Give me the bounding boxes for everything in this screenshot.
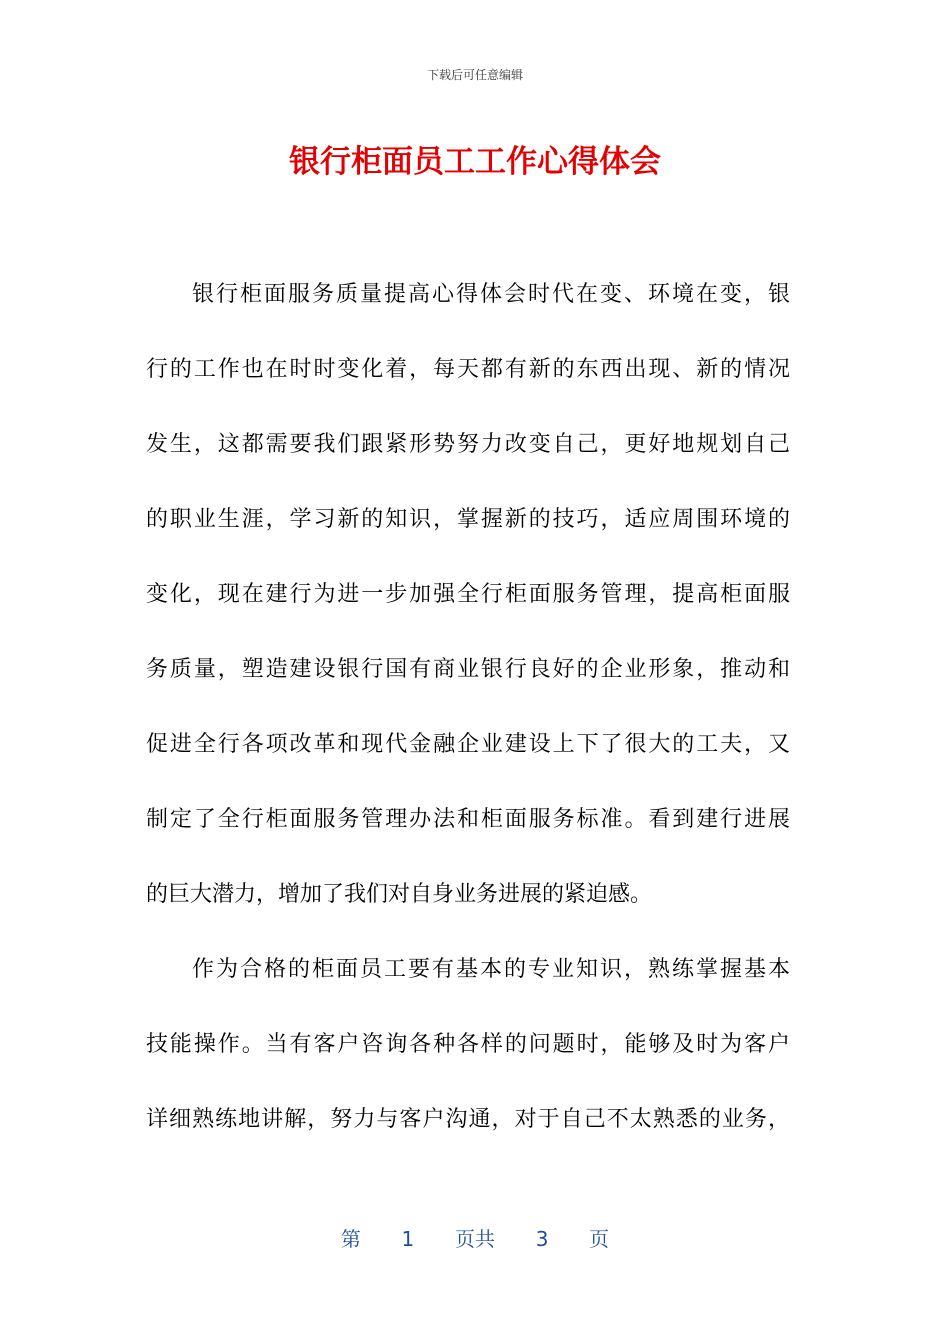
- body-line: 详细熟练地讲解，努力与客户沟通，对于自己不太熟悉的业务，: [146, 1107, 790, 1132]
- current-page-number: 1: [401, 1227, 415, 1251]
- header-note: 下载后可任意编辑: [426, 68, 523, 82]
- body-line: 发生，这都需要我们跟紧形势努力改变自己，更好地规划自己: [146, 432, 790, 457]
- page-label-prefix: 第: [340, 1227, 361, 1251]
- body-line: 作为合格的柜面员工要有基本的专业知识，熟练掌握基本: [192, 957, 790, 982]
- body-line: 促进全行各项改革和现代金融企业建设上下了很大的工夫，又: [146, 732, 790, 757]
- body-line: 变化，现在建行为进一步加强全行柜面服务管理，提高柜面服: [146, 582, 790, 607]
- body-line: 银行柜面服务质量提高心得体会时代在变、环境在变，银: [192, 282, 790, 307]
- total-pages-number: 3: [535, 1227, 549, 1251]
- page-footer: [0, 1224, 950, 1254]
- document-body: [146, 257, 790, 1157]
- page-label-mid: 页共: [455, 1227, 495, 1251]
- page-label-suffix: 页: [589, 1227, 610, 1251]
- body-line: 的巨大潜力，增加了我们对自身业务进展的紧迫感。: [146, 882, 653, 907]
- body-line: 的职业生涯，学习新的知识，掌握新的技巧，适应周围环境的: [146, 507, 790, 532]
- body-line: 技能操作。当有客户咨询各种各样的问题时，能够及时为客户: [146, 1032, 790, 1057]
- body-line: 制定了全行柜面服务管理办法和柜面服务标准。看到建行进展: [146, 807, 790, 832]
- document-title: 银行柜面员工工作心得体会: [289, 144, 661, 180]
- body-line: 务质量，塑造建设银行国有商业银行良好的企业形象，推动和: [146, 657, 790, 682]
- body-line: 行的工作也在时时变化着，每天都有新的东西出现、新的情况: [146, 357, 790, 382]
